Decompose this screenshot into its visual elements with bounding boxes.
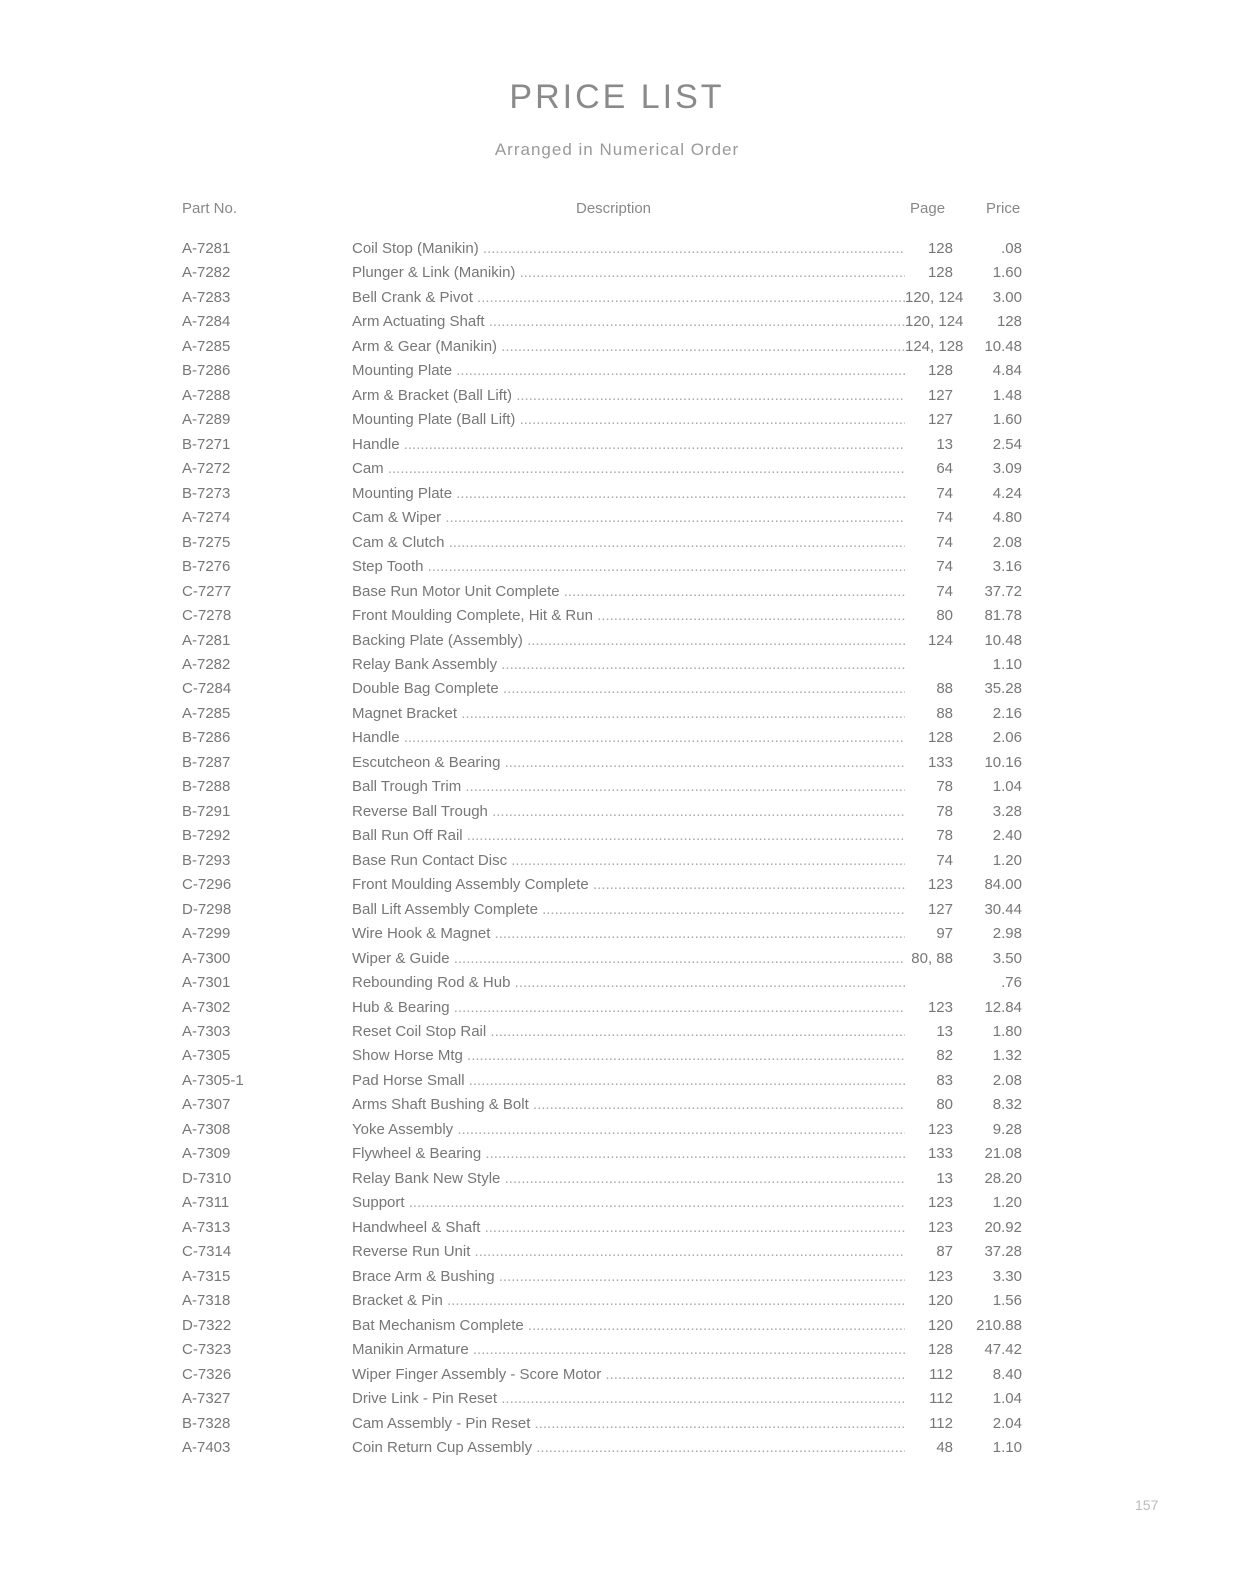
price: 2.08 [992,1071,1022,1089]
page-reference: 133 [905,1142,953,1166]
page-reference: 88 [905,677,953,701]
description: Relay Bank Assembly ..... [352,653,905,677]
price: 2.40 [992,827,1022,845]
price: 1.10 [992,1438,1022,1456]
price: 2.16 [992,704,1022,722]
page-reference: 74 [905,849,953,873]
price: 128 [996,313,1022,331]
part-number: A-7303 [182,1023,231,1040]
description: Relay Bank New Style ..... [352,1167,905,1191]
description: Wiper & Guide ..... [352,947,905,971]
page-reference: 133 [905,751,953,775]
table-row [0,335,1234,359]
description: Reset Coil Stop Rail ..... [352,1020,905,1044]
description: Bat Mechanism Complete ..... [352,1314,905,1338]
part-number: B-7287 [182,753,231,771]
part-number: A-7311 [182,1194,230,1212]
page-reference: 128 [905,1338,953,1362]
description: Reverse Run Unit ..... [352,1240,905,1264]
part-number: B-7273 [182,484,231,502]
table-row [0,604,1234,628]
description: Arm & Bracket (Ball Lift) ..... [352,384,905,408]
part-number: A-7274 [182,509,231,527]
description: Plunger & Link (Manikin) ..... [352,261,905,285]
table-row [0,1167,1234,1191]
price: 3.09 [992,460,1022,478]
price: 1.48 [992,386,1022,404]
column-header-page: Page [910,200,946,217]
price: 20.92 [984,1218,1022,1236]
table-row [0,1069,1234,1093]
page-reference: 120 [905,1314,953,1338]
part-number: C-7284 [182,680,232,698]
part-number: A-7327 [182,1390,231,1408]
table-row [0,629,1234,653]
table-row [0,1265,1234,1289]
table-row [0,653,1234,677]
page-reference: 123 [905,1265,953,1289]
description: Mounting Plate ..... [352,359,905,383]
price: 1.20 [992,1194,1022,1212]
description: Yoke Assembly ..... [352,1118,905,1142]
price: 2.98 [992,925,1022,943]
part-number: A-7308 [182,1120,231,1138]
table-row [0,1436,1234,1460]
part-number: B-7291 [182,802,231,820]
description: Double Bag Complete ..... [352,677,905,701]
description: Show Horse Mtg ..... [352,1044,905,1068]
part-number: C-7323 [182,1341,232,1359]
description: Base Run Motor Unit Complete ..... [352,580,905,604]
part-number: C-7277 [182,582,232,600]
description: Ball Lift Assembly Complete ..... [352,898,905,922]
description: Cam Assembly - Pin Reset ..... [352,1412,905,1436]
price: 4.80 [992,509,1022,527]
table-row [0,384,1234,408]
price: 47.42 [984,1341,1022,1359]
description: Coin Return Cup Assembly ..... [352,1436,905,1460]
column-header-price: Price [986,200,1021,217]
page-reference: 123 [905,1216,953,1240]
part-number: B-7328 [182,1414,231,1432]
price: 3.00 [992,288,1022,306]
page-number: 157 [1135,1497,1159,1513]
part-number: B-7288 [182,778,231,796]
part-number: A-7283 [182,288,231,306]
table-row [0,1191,1234,1215]
page-reference: 80, 88 [905,947,953,971]
table-row [0,261,1234,285]
table-row [0,1314,1234,1338]
part-number: C-7278 [182,607,232,625]
price: .76 [1001,974,1022,992]
table-row [0,1387,1234,1411]
price: 1.56 [992,1292,1022,1310]
price: 4.24 [992,484,1022,502]
table-row [0,433,1234,457]
table-row [0,1118,1234,1142]
page-reference: 78 [905,824,953,848]
table-row [0,824,1234,848]
price: 3.50 [992,949,1022,967]
page-reference: 127 [905,384,953,408]
column-header-part: Part No. [182,200,238,217]
table-row [0,996,1234,1020]
price: 8.40 [992,1365,1022,1383]
table-row [0,1216,1234,1240]
part-number: A-7285 [182,337,231,355]
table-row [0,849,1234,873]
part-number: A-7302 [182,998,231,1016]
description: Mounting Plate ..... [352,482,905,506]
part-number: A-7305 [182,1047,231,1065]
price: 84.00 [984,876,1022,894]
price: 2.08 [992,533,1022,551]
price: 210.88 [976,1316,1022,1334]
price: 2.04 [992,1414,1022,1432]
description: Bell Crank & Pivot ..... [352,286,905,310]
part-number: B-7292 [182,827,231,845]
price: 3.28 [992,802,1022,820]
page-reference: 128 [905,359,953,383]
price: 10.48 [984,631,1022,649]
description: Front Moulding Assembly Complete ..... [352,873,905,897]
page-reference: 127 [905,898,953,922]
price: 2.06 [992,729,1022,747]
table-row [0,457,1234,481]
page-reference: 74 [905,506,953,530]
price: 37.28 [984,1243,1022,1261]
price: 37.72 [984,582,1022,600]
part-number: A-7315 [182,1267,231,1285]
page-reference: 13 [905,433,953,457]
table-row [0,971,1234,995]
part-number: A-7309 [182,1145,231,1163]
price: 8.32 [992,1096,1022,1114]
table-row [0,775,1234,799]
price: 10.48 [984,337,1022,355]
description: Cam & Clutch ..... [352,531,905,555]
table-row [0,922,1234,946]
price: 1.60 [992,264,1022,282]
price: 3.16 [992,558,1022,576]
price: 81.78 [984,607,1022,625]
part-number: A-7272 [182,460,231,478]
description: Cam & Wiper ..... [352,506,905,530]
price: 1.10 [992,655,1022,673]
table-row [0,947,1234,971]
description: Front Moulding Complete, Hit & Run ..... [352,604,905,628]
part-number: A-7289 [182,411,231,429]
table-row [0,531,1234,555]
table-row [0,310,1234,334]
page-reference: 123 [905,873,953,897]
description: Mounting Plate (Ball Lift) ..... [352,408,905,432]
description: Backing Plate (Assembly) ..... [352,629,905,653]
table-row [0,286,1234,310]
page-reference: 78 [905,800,953,824]
description: Wiper Finger Assembly - Score Motor ..... [352,1363,905,1387]
description: Step Tooth ..... [352,555,905,579]
price: 1.20 [992,851,1022,869]
price: 1.60 [992,411,1022,429]
part-number: A-7305-1 [182,1071,244,1089]
page-reference: 74 [905,531,953,555]
part-number: A-7288 [182,386,231,404]
table-row [0,726,1234,750]
table-row [0,1363,1234,1387]
table-row [0,482,1234,506]
table-row [0,702,1234,726]
price: 10.16 [984,753,1022,771]
description: Cam ..... [352,457,905,481]
description: Wire Hook & Magnet ..... [352,922,905,946]
page-reference: 123 [905,996,953,1020]
page-title: PRICE LIST [509,78,725,116]
page-reference: 128 [905,261,953,285]
table-row [0,408,1234,432]
description: Handwheel & Shaft ..... [352,1216,905,1240]
part-number: A-7282 [182,655,231,673]
part-number: D-7322 [182,1316,232,1334]
page-reference: 112 [905,1363,953,1387]
part-number: A-7300 [182,949,231,967]
description: Escutcheon & Bearing ..... [352,751,905,775]
page-reference: 88 [905,702,953,726]
price-table [0,237,1234,1460]
description: Pad Horse Small ..... [352,1069,905,1093]
page-reference: 13 [905,1167,953,1191]
table-row [0,1093,1234,1117]
price: 28.20 [984,1169,1022,1187]
table-row [0,1412,1234,1436]
price: 9.28 [992,1120,1022,1138]
description: Magnet Bracket ..... [352,702,905,726]
page-reference: 74 [905,482,953,506]
page-reference: 97 [905,922,953,946]
price: 1.04 [992,1390,1022,1408]
description: Handle ..... [352,433,905,457]
part-number: D-7310 [182,1169,232,1187]
description: Flywheel & Bearing ..... [352,1142,905,1166]
part-number: A-7285 [182,704,231,722]
part-number: C-7314 [182,1243,232,1261]
part-number: C-7326 [182,1365,232,1383]
part-number: A-7281 [182,240,231,257]
part-number: B-7286 [182,729,231,747]
description: Ball Trough Trim ..... [352,775,905,799]
page-reference: 124, 128 [905,335,953,359]
part-number: A-7318 [182,1292,231,1310]
part-number: D-7298 [182,900,232,918]
price: 35.28 [984,680,1022,698]
price: 1.04 [992,778,1022,796]
part-number: A-7313 [182,1218,231,1236]
page-reference: 112 [905,1412,953,1436]
description: Base Run Contact Disc ..... [352,849,905,873]
table-row [0,1289,1234,1313]
page-reference: 74 [905,555,953,579]
description: Reverse Ball Trough ..... [352,800,905,824]
page-reference: 124 [905,629,953,653]
table-row [0,506,1234,530]
page-reference: 128 [905,726,953,750]
price: 4.84 [992,362,1022,380]
table-row [0,751,1234,775]
part-number: A-7307 [182,1096,231,1114]
description: Arm Actuating Shaft ..... [352,310,905,334]
page-reference: 80 [905,1093,953,1117]
page-reference: 82 [905,1044,953,1068]
part-number: C-7296 [182,876,232,894]
description: Bracket & Pin ..... [352,1289,905,1313]
table-row [0,898,1234,922]
description: Ball Run Off Rail ..... [352,824,905,848]
part-number: A-7282 [182,264,231,282]
price: 2.54 [992,435,1022,453]
page-reference: 83 [905,1069,953,1093]
table-row [0,359,1234,383]
description: Arms Shaft Bushing & Bolt ..... [352,1093,905,1117]
table-row [0,873,1234,897]
description: Coil Stop (Manikin) ..... [352,237,905,261]
price: .08 [1001,240,1022,257]
description: Handle ..... [352,726,905,750]
page-subtitle: Arranged in Numerical Order [494,140,740,159]
page-reference: 64 [905,457,953,481]
price: 30.44 [984,900,1022,918]
table-row [0,677,1234,701]
page-reference: 74 [905,580,953,604]
page-reference: 128 [905,237,953,261]
part-number: B-7271 [182,435,231,453]
page-reference: 80 [905,604,953,628]
table-row [0,1240,1234,1264]
description: Arm & Gear (Manikin) ..... [352,335,905,359]
table-row [0,580,1234,604]
description: Support ..... [352,1191,905,1215]
table-row [0,1044,1234,1068]
page-reference: 120, 124 [905,286,953,310]
page-reference: 78 [905,775,953,799]
part-number: B-7286 [182,362,231,380]
table-row [0,1142,1234,1166]
description: Manikin Armature ..... [352,1338,905,1362]
page-reference: 13 [905,1020,953,1044]
price: 1.80 [992,1023,1022,1040]
page-reference: 87 [905,1240,953,1264]
part-number: A-7301 [182,974,231,992]
price: 12.84 [984,998,1022,1016]
table-row [0,800,1234,824]
part-number: A-7299 [182,925,231,943]
page-reference: 127 [905,408,953,432]
price: 1.32 [992,1047,1022,1065]
part-number: A-7284 [182,313,231,331]
part-number: B-7293 [182,851,231,869]
table-row [0,237,1234,261]
page-reference: 123 [905,1118,953,1142]
table-row [0,555,1234,579]
table-row [0,1020,1234,1044]
description: Hub & Bearing ..... [352,996,905,1020]
page-reference: 120 [905,1289,953,1313]
page-reference: 112 [905,1387,953,1411]
part-number: A-7403 [182,1438,231,1456]
table-row [0,1338,1234,1362]
page-reference: 123 [905,1191,953,1215]
part-number: A-7281 [182,631,231,649]
page-reference: 48 [905,1436,953,1460]
description: Rebounding Rod & Hub ..... [352,971,905,995]
page-reference: 120, 124 [905,310,953,334]
description: Drive Link - Pin Reset ..... [352,1387,905,1411]
part-number: B-7275 [182,533,231,551]
price: 3.30 [992,1267,1022,1285]
column-header-description: Description [576,200,652,217]
part-number: B-7276 [182,558,231,576]
price: 21.08 [984,1145,1022,1163]
description: Brace Arm & Bushing ..... [352,1265,905,1289]
